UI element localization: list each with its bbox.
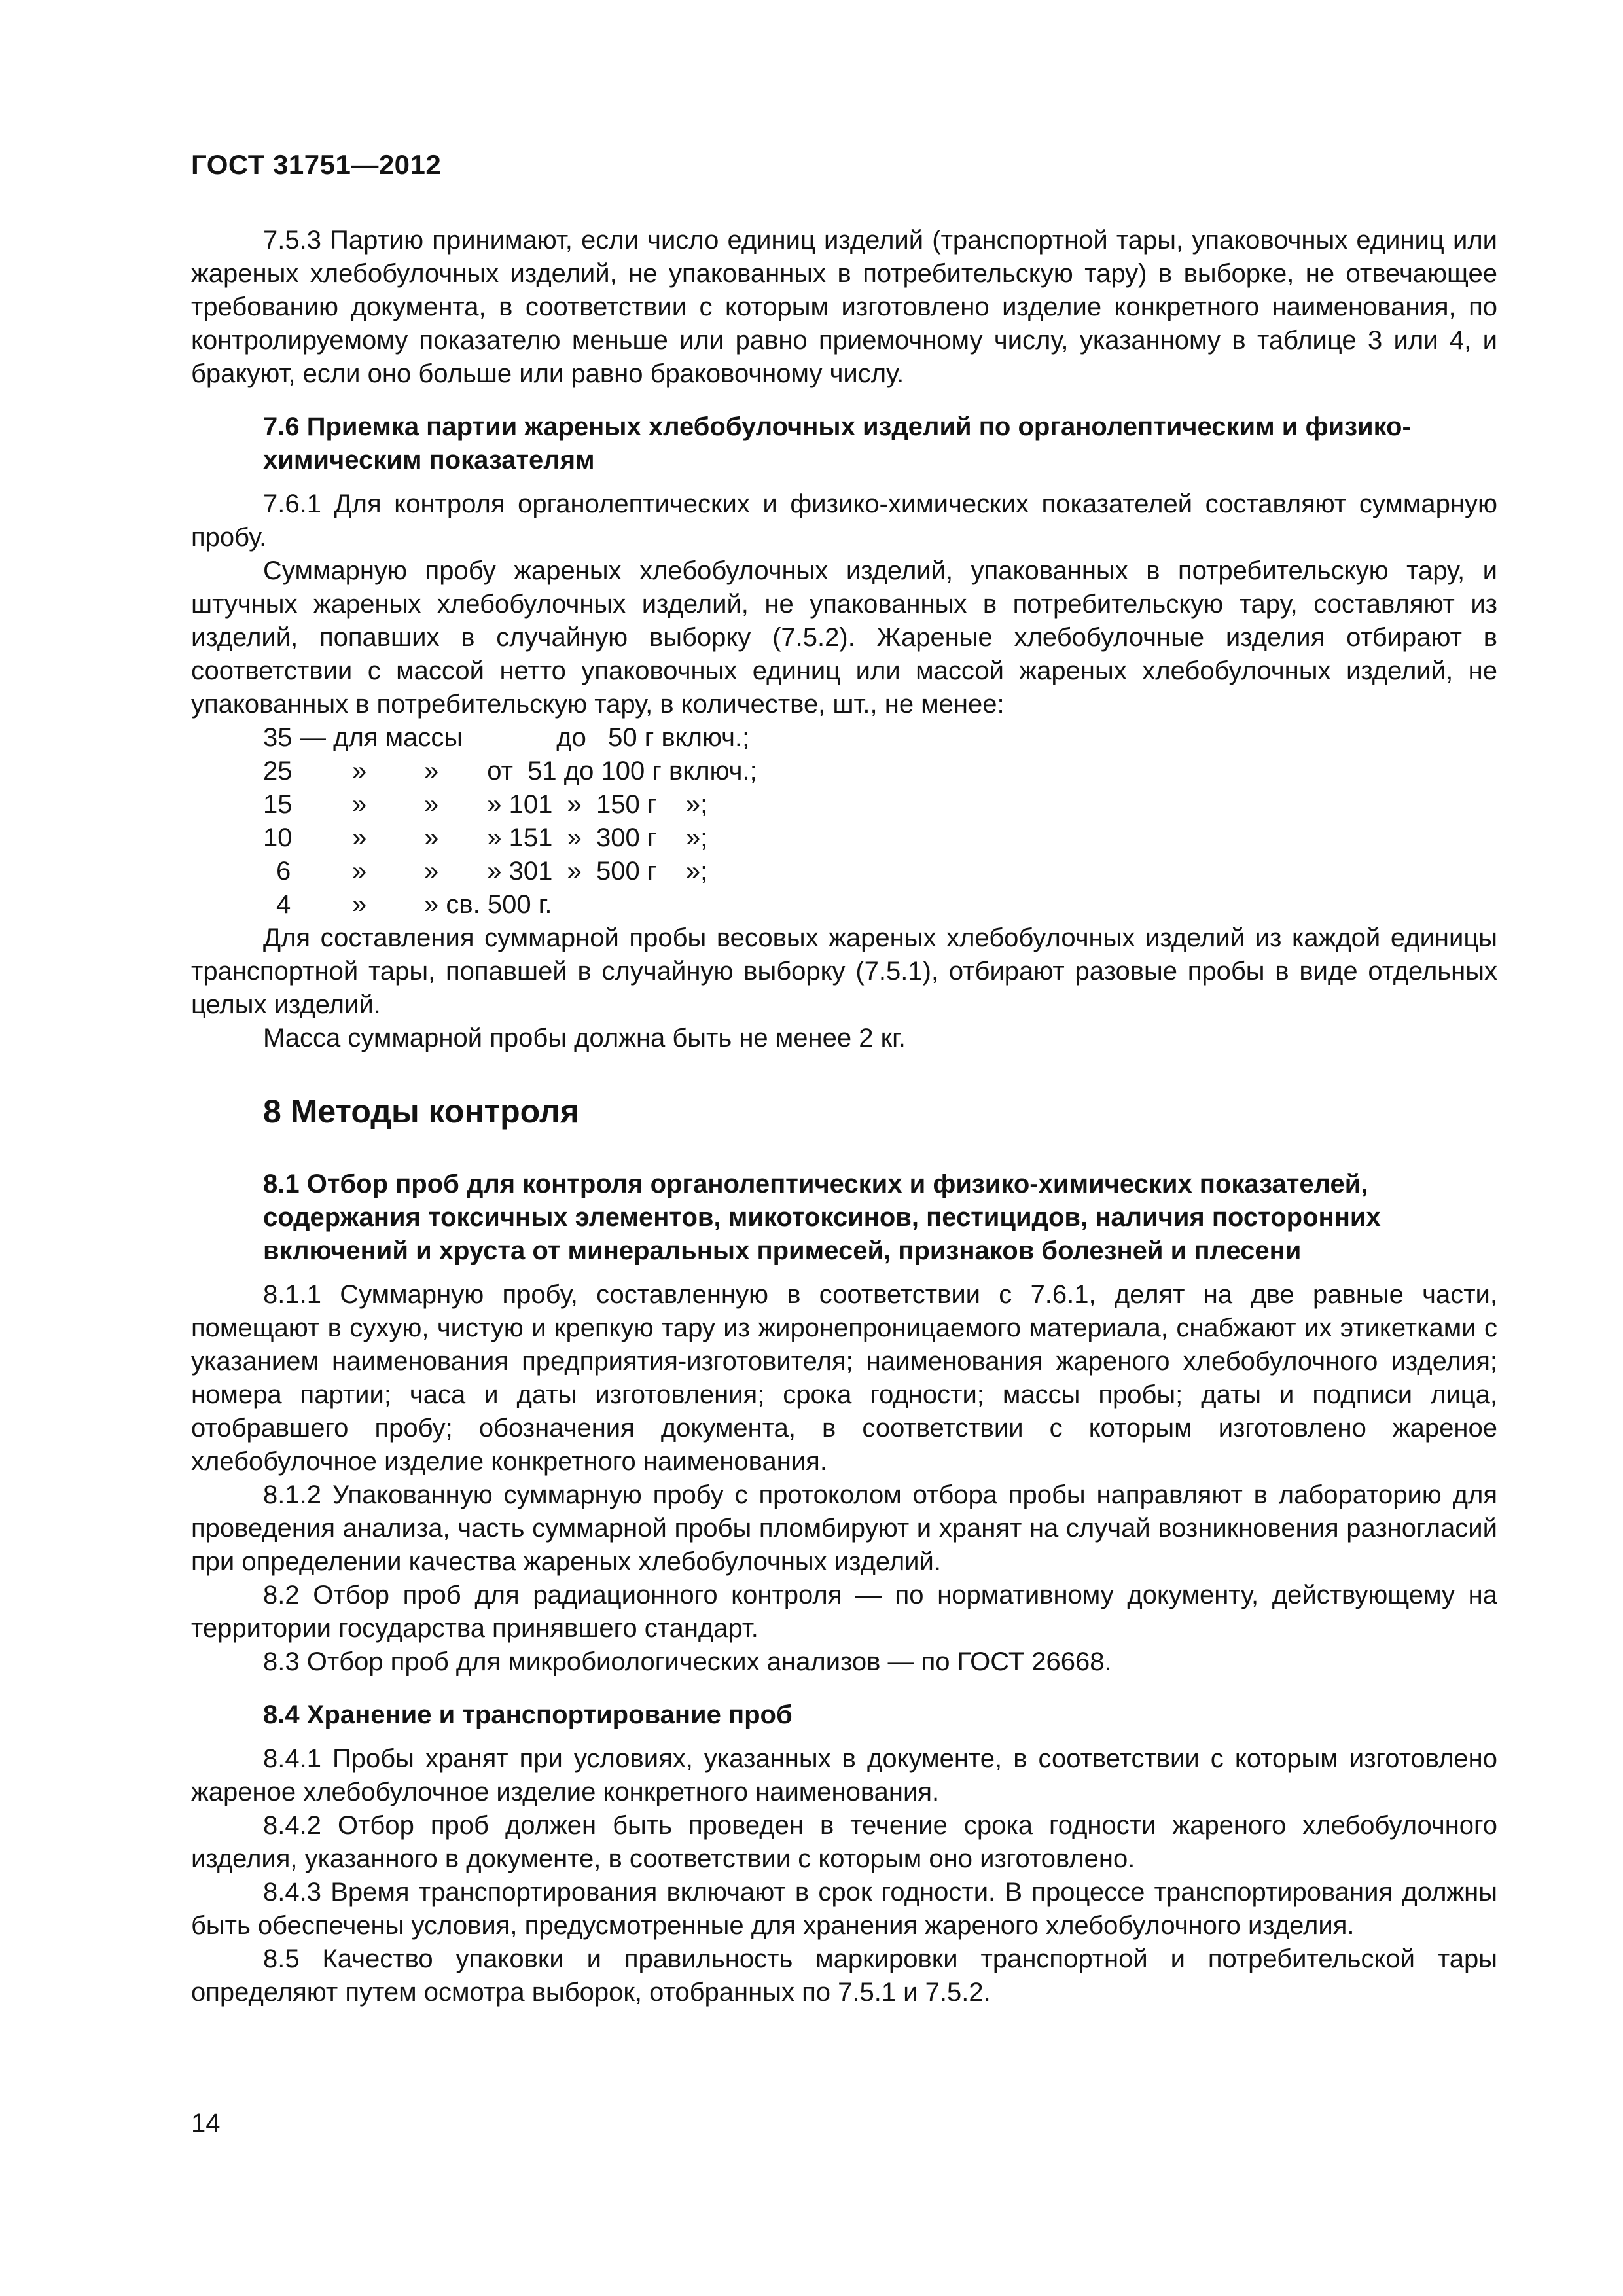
- mass-row-count: 25: [263, 757, 293, 785]
- mass-row-count: 35: [263, 723, 293, 752]
- mass-row-ditto: »: [352, 857, 367, 886]
- mass-row-count: 15: [263, 790, 293, 819]
- paragraph-7-6-1: 7.6.1 Для контроля органолептических и физико-химических показателей составляют суммарную пробу.: [191, 490, 1497, 552]
- mass-row-ditto: »: [352, 757, 367, 785]
- mass-row-ditto: »: [352, 823, 367, 852]
- mass-row-ditto: »: [424, 857, 439, 886]
- mass-row-range: » 101 » 150 г »;: [473, 790, 708, 819]
- mass-row-count: 6: [276, 857, 291, 886]
- section-heading-8: 8 Методы контроля: [263, 1093, 579, 1130]
- mass-row-ditto: »: [352, 890, 367, 919]
- mass-row-range: » 301 » 500 г »;: [473, 857, 708, 886]
- mass-row-range: » св. 500 г.: [424, 890, 552, 919]
- heading-7-6: 7.6 Приемка партии жареных хлебобулочных изделий по органолептическим и физико-химическим показателям: [263, 412, 1411, 475]
- mass-row: [191, 855, 1497, 888]
- mass-quantity-list: [191, 721, 1497, 922]
- document-code-header: ГОСТ 31751—2012: [191, 149, 442, 180]
- paragraph-7-6-1-weighted: Для составления суммарной пробы весовых жареных хлебобулочных изделий из каждой единицы транспортной тары, попавшей в случайную выборку (7.5.1), отбирают разовые пробы в виде отдельных целых изделий.: [191, 924, 1497, 1019]
- paragraph-8-4-1: 8.4.1 Пробы хранят при условиях, указанных в документе, в соответствии с которым изготовлено жареное хлебобулочное изделие конкретного наименования.: [191, 1744, 1497, 1806]
- mass-row: [191, 755, 1497, 788]
- mass-row-count: 10: [263, 823, 293, 852]
- paragraph-8-4-3: 8.4.3 Время транспортирования включают в срок годности. В процессе транспортирования должны быть обеспечены условия, предусмотренные для хранения жареного хлебобулочного изделия.: [191, 1878, 1497, 1940]
- mass-row: [191, 888, 1497, 922]
- paragraph-7-6-1-mass: Масса суммарной пробы должна быть не менее 2 кг.: [263, 1024, 906, 1052]
- paragraph-8-1-2: 8.1.2 Упакованную суммарную пробу с протоколом отбора пробы направляют в лабораторию для проведения анализа, часть суммарной пробы пломбируют и хранят на случай возникновения разногласий при определении качества жареных хлебобулочных изделий.: [191, 1480, 1497, 1576]
- document-body: [191, 224, 1497, 2009]
- mass-row: [191, 721, 1497, 755]
- mass-row-count: 4: [276, 890, 291, 919]
- paragraph-8-3: 8.3 Отбор проб для микробиологических анализов — по ГОСТ 26668.: [263, 1647, 1112, 1676]
- paragraph-7-6-1-sample: Суммарную пробу жареных хлебобулочных изделий, упакованных в потребительскую тару, и штучных жареных хлебобулочных изделий, не упакованных в потребительскую тару, составляют из изделий, попавших в случайную выборку (7.5.2). Жареные хлебобулочные изделия отбирают в соответствии с массой нетто упаковочных единиц или массой жареных хлебобулочных изделий, не упакованных в потребительскую тару, в количестве, шт., не менее:: [191, 556, 1497, 719]
- paragraph-8-2: 8.2 Отбор проб для радиационного контроля — по нормативному документу, действующему на территории государства принявшего стандарт.: [191, 1581, 1497, 1643]
- mass-row-ditto: »: [424, 790, 439, 819]
- mass-row-label: — для массы: [300, 723, 463, 752]
- mass-row-ditto: »: [424, 757, 439, 785]
- paragraph-8-1-1: 8.1.1 Суммарную пробу, составленную в соответствии с 7.6.1, делят на две равные части, помещают в сухую, чистую и крепкую тару из жиронепроницаемого материала, снабжают их этикетками с указанием наименования предприятия-изготовителя; наименования жареного хлебобулочного изделия; номера партии; часа и даты изготовления; срока годности; массы пробы; даты и подписи лица, отобравшего пробу; обозначения документа, в соответствии с которым изготовлено жареное хлебобулочное изделие конкретного наименования.: [191, 1280, 1497, 1476]
- mass-row-range: до 50 г включ.;: [476, 723, 750, 752]
- page-number: 14: [191, 2109, 221, 2138]
- paragraph-7-5-3: 7.5.3 Партию принимают, если число единиц изделий (транспортной тары, упаковочных единиц или жареных хлебобулочных изделий, не упакованных в потребительскую тару) в выборке, не отвечающее требованию документа, в соответствии с которым изготовлено изделие конкретного наименования, по контролируемому показателю меньше или равно приемочному числу, указанному в таблице 3 или 4, и бракуют, если оно больше или равно браковочному числу.: [191, 226, 1497, 388]
- paragraph-8-5: 8.5 Качество упаковки и правильность маркировки транспортной и потребительской тары определяют путем осмотра выборок, отобранных по 7.5.1 и 7.5.2.: [191, 1945, 1497, 2007]
- mass-row-ditto: »: [424, 823, 439, 852]
- mass-row: [191, 821, 1497, 855]
- mass-row-ditto: »: [352, 790, 367, 819]
- heading-8-4: 8.4 Хранение и транспортирование проб: [263, 1700, 793, 1729]
- mass-row-range: » 151 » 300 г »;: [473, 823, 708, 852]
- paragraph-8-4-2: 8.4.2 Отбор проб должен быть проведен в течение срока годности жареного хлебобулочного изделия, указанного в документе, в соответствии с которым оно изготовлено.: [191, 1811, 1497, 1873]
- heading-8-1: 8.1 Отбор проб для контроля органолептических и физико-химических показателей, содержания токсичных элементов, микотоксинов, пестицидов, наличия посторонних включений и хруста от минеральных примесей, признаков болезней и плесени: [263, 1170, 1381, 1265]
- mass-row-range: от 51 до 100 г включ.;: [473, 757, 757, 785]
- mass-row: [191, 788, 1497, 821]
